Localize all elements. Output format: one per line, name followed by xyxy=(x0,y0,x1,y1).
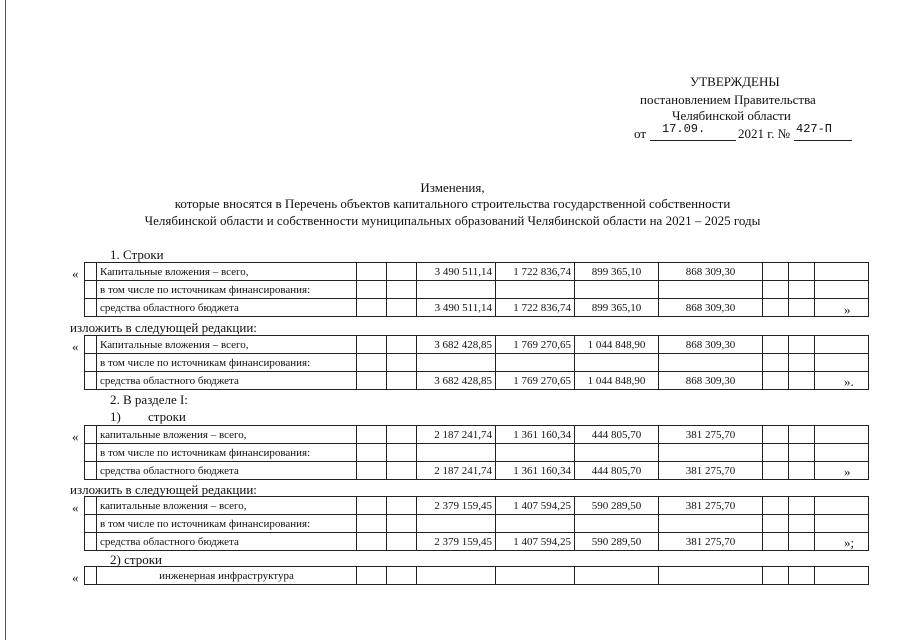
value-cell: 868 309,30 xyxy=(659,336,763,354)
value-cell: 381 275,70 xyxy=(659,462,763,480)
value-cell: 1 044 848,90 xyxy=(575,372,659,390)
approval-line2: Челябинской области xyxy=(672,108,791,123)
value-cell: 381 275,70 xyxy=(659,497,763,515)
value-cell: 2 379 159,45 xyxy=(417,497,496,515)
value-cell: 444 805,70 xyxy=(575,426,659,444)
number-underline xyxy=(794,140,852,141)
row-label: в том числе по источникам финансирования: xyxy=(97,281,357,299)
row-label: капитальные вложения – всего, xyxy=(97,497,357,515)
value-cell: 1 407 594,25 xyxy=(496,497,575,515)
doc-title: Изменения, xyxy=(420,180,485,195)
value-cell: 2 187 241,74 xyxy=(417,426,496,444)
table-5 xyxy=(84,566,869,585)
quote-close-3: » xyxy=(844,464,851,479)
subsection-1-label: строки xyxy=(148,409,186,424)
row-label: инженерная инфраструктура xyxy=(97,567,357,585)
row-label: в том числе по источникам финансирования: xyxy=(97,354,357,372)
table-row xyxy=(85,533,869,551)
table-row xyxy=(85,263,869,281)
value-cell: 444 805,70 xyxy=(575,462,659,480)
value-cell: 1 722 836,74 xyxy=(496,263,575,281)
table-1 xyxy=(84,262,869,317)
value-cell: 899 365,10 xyxy=(575,263,659,281)
row-label: в том числе по источникам финансирования: xyxy=(97,444,357,462)
value-cell: 590 289,50 xyxy=(575,533,659,551)
row-label: в том числе по источникам финансирования: xyxy=(97,515,357,533)
table-row xyxy=(85,299,869,317)
value-cell: 381 275,70 xyxy=(659,426,763,444)
table-row xyxy=(85,462,869,480)
value-cell: 1 044 848,90 xyxy=(575,336,659,354)
value-cell: 1 769 270,65 xyxy=(496,336,575,354)
doc-subtitle-1: которые вносятся в Перечень объектов капитального строительства государственной собственности xyxy=(174,196,731,211)
value-cell: 590 289,50 xyxy=(575,497,659,515)
table-row xyxy=(85,567,869,585)
approval-line1: постановлением Правительства xyxy=(640,92,816,107)
value-cell: 381 275,70 xyxy=(659,533,763,551)
subsection-1-num: 1) xyxy=(110,409,121,424)
doc-subtitle-2: Челябинской области и собственности муниципальных образований Челябинской области на 2021 – 2025 годы xyxy=(144,213,761,228)
approval-date: 17.09. xyxy=(662,122,706,136)
table-3 xyxy=(84,425,869,480)
approval-title: УТВЕРЖДЕНЫ xyxy=(690,74,780,89)
quote-close-4: »; xyxy=(844,535,855,550)
row-label: средства областного бюджета xyxy=(97,299,357,317)
table-row xyxy=(85,372,869,390)
quote-open-1: « xyxy=(72,266,79,281)
section-1-label: 1. Строки xyxy=(110,247,164,262)
table-row xyxy=(85,497,869,515)
value-cell: 1 769 270,65 xyxy=(496,372,575,390)
row-label: средства областного бюджета xyxy=(97,372,357,390)
value-cell: 1 361 160,34 xyxy=(496,426,575,444)
table-row xyxy=(85,354,869,372)
value-cell: 1 361 160,34 xyxy=(496,462,575,480)
quote-open-4: « xyxy=(72,500,79,515)
approval-number: 427-П xyxy=(796,122,833,136)
table-row xyxy=(85,336,869,354)
value-cell: 3 490 511,14 xyxy=(417,263,496,281)
table-row xyxy=(85,515,869,533)
table-4 xyxy=(84,496,869,551)
quote-close-1: » xyxy=(844,302,851,317)
value-cell: 3 682 428,85 xyxy=(417,372,496,390)
table-row xyxy=(85,444,869,462)
value-cell: 2 379 159,45 xyxy=(417,533,496,551)
restate-label-2: изложить в следующей редакции: xyxy=(70,482,257,497)
table-row xyxy=(85,426,869,444)
row-label: Капитальные вложения – всего, xyxy=(97,263,357,281)
table-row xyxy=(85,281,869,299)
value-cell: 1 407 594,25 xyxy=(496,533,575,551)
approval-from: от xyxy=(634,126,647,141)
value-cell: 3 682 428,85 xyxy=(417,336,496,354)
row-label: Капитальные вложения – всего, xyxy=(97,336,357,354)
section-2-label: 2. В разделе I: xyxy=(110,392,188,407)
quote-close-2: ». xyxy=(844,374,854,389)
row-label: средства областного бюджета xyxy=(97,533,357,551)
value-cell: 868 309,30 xyxy=(659,299,763,317)
subsection-2-label: 2) строки xyxy=(110,552,162,567)
value-cell: 868 309,30 xyxy=(659,263,763,281)
approval-year: 2021 г. № xyxy=(738,126,791,141)
value-cell: 899 365,10 xyxy=(575,299,659,317)
date-underline xyxy=(650,140,736,141)
quote-open-3: « xyxy=(72,429,79,444)
row-label: капитальные вложения – всего, xyxy=(97,426,357,444)
restate-label-1: изложить в следующей редакции: xyxy=(70,320,257,335)
quote-open-5: « xyxy=(72,570,79,585)
row-label: средства областного бюджета xyxy=(97,462,357,480)
page-edge-line xyxy=(5,0,6,640)
value-cell: 868 309,30 xyxy=(659,372,763,390)
quote-open-2: « xyxy=(72,339,79,354)
value-cell: 2 187 241,74 xyxy=(417,462,496,480)
value-cell: 3 490 511,14 xyxy=(417,299,496,317)
value-cell: 1 722 836,74 xyxy=(496,299,575,317)
table-2 xyxy=(84,335,869,390)
